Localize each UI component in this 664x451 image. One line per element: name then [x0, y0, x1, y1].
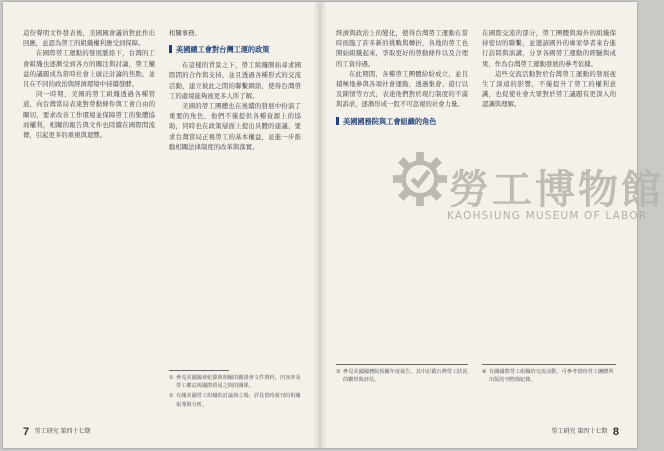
section-heading: [336, 116, 468, 127]
watermark-english-text: KAOHSIUNG MUSEUM OF LABOR: [447, 210, 648, 222]
footnotes: [482, 368, 616, 416]
page-footer: [552, 426, 623, 438]
paragraph: 在這樣的背景之下，勞工組織開始尋求國際間的合作與支持，並且透過各種形式的交流活動，建立彼此之間的聯繫網絡，使得台灣勞工的處境能夠被更多人所了解。: [169, 61, 301, 100]
section-heading-text: 美國國務院與工會組織的角色: [343, 116, 437, 126]
page-number: 8: [612, 426, 619, 438]
page-footer: [19, 426, 90, 438]
footnote-rule: [336, 364, 468, 365]
footnote: ② 有關美國勞工組織的討論與立場，詳見當時報刊的相關報導與分析。: [169, 393, 301, 408]
paragraph: 在此期間，各種勞工團體紛紛成立，並且積極地參與各項社會運動，透過集會、遊行以及陳情等方式，表達他們對於現行制度的不滿與訴求，逐漸形成一股不可忽視的社會力量。: [336, 69, 468, 109]
section-heading-text: 美國總工會對台灣工運的政策: [176, 45, 270, 55]
footnote-rule: [169, 370, 229, 371]
paragraph: 在國際交流的部分，勞工團體與海外的組織保持密切的聯繫，並邀請國外的專家學者來台進行訪問與演講，分享各國勞工運動的經驗與成果，作為台灣勞工運動發展的參考依據。: [482, 29, 616, 68]
watermark-chinese-text: 勞工博物館: [449, 166, 664, 213]
paragraph: 美國的勞工團體也在後續的發展中扮演了重要的角色，他們不僅提供各種資源上的協助，同時也在政策層面上提出具體的建議，要求台灣當局正視勞工的基本權益，並進一步推動相關法律制度的改革與落實。: [169, 102, 301, 151]
footnotes: [169, 374, 301, 418]
paragraph: 相關事務。: [169, 29, 201, 37]
gear-logo-icon: [391, 150, 449, 208]
museum-watermark: [391, 144, 664, 244]
left-page-column-1: [23, 28, 155, 408]
paragraph: 這份聲明文件發表後，美國國會議員對此作出回應，並認為勞工的組織權利應受到保障。: [23, 29, 155, 48]
magazine-spread: [3, 2, 664, 448]
footer-label: 勞工研究 第四十七期: [34, 429, 91, 435]
heading-bar: [336, 117, 339, 125]
footnote: ① 參見美國國會紀錄與相關的聽證會文件資料，內容涉及勞工權益與國際貿易之間的關係。: [169, 375, 301, 390]
paragraph: 同一時期，美國的勞工組織透過各種管道，向台灣當局表達對勞動條件與工會自由的關切，要求改善工作環境並保障勞工的集體協商權利，相關的報告與文件也陸續在國際間流傳，引起更多的重視與迴響。: [23, 90, 155, 140]
paragraph: 這些交流活動對於台灣勞工運動的發展產生了深遠的影響，不僅提升了勞工的權利意識，也促使社會大眾對於勞工議題有更深入的認識與理解。: [482, 69, 616, 109]
footnote: ④ 有關國際勞工組織的交流活動，可參考當時勞工團體所出版的刊物與紀錄。: [482, 369, 614, 384]
footnote: ③ 參見美國國務院相關年度報告，其中記載台灣勞工狀況的觀察與評估。: [336, 369, 468, 384]
left-page: [3, 2, 320, 448]
section-heading: [169, 44, 301, 55]
left-page-column-2: [169, 28, 301, 408]
paragraph: 在國際勞工運動的發展脈絡下，台灣的工會組織也逐漸受到各方的關注與討論，勞工權益的議題成為當時社會上廣泛討論的焦點，並且在不同的政治與經濟環境中持續發酵。: [23, 49, 155, 89]
footer-label: 勞工研究 第四十七期: [551, 429, 608, 435]
page-number: 7: [23, 426, 30, 438]
footnotes: [336, 368, 468, 416]
paragraph: 經濟與政治上的變化，使得台灣勞工運動在當時面臨了許多新的挑戰與轉折，各地的勞工也開始組織起來，爭取更好的勞動條件以及合理的工資待遇。: [336, 29, 468, 68]
footnote-rule: [482, 364, 616, 365]
heading-bar: [169, 45, 172, 53]
